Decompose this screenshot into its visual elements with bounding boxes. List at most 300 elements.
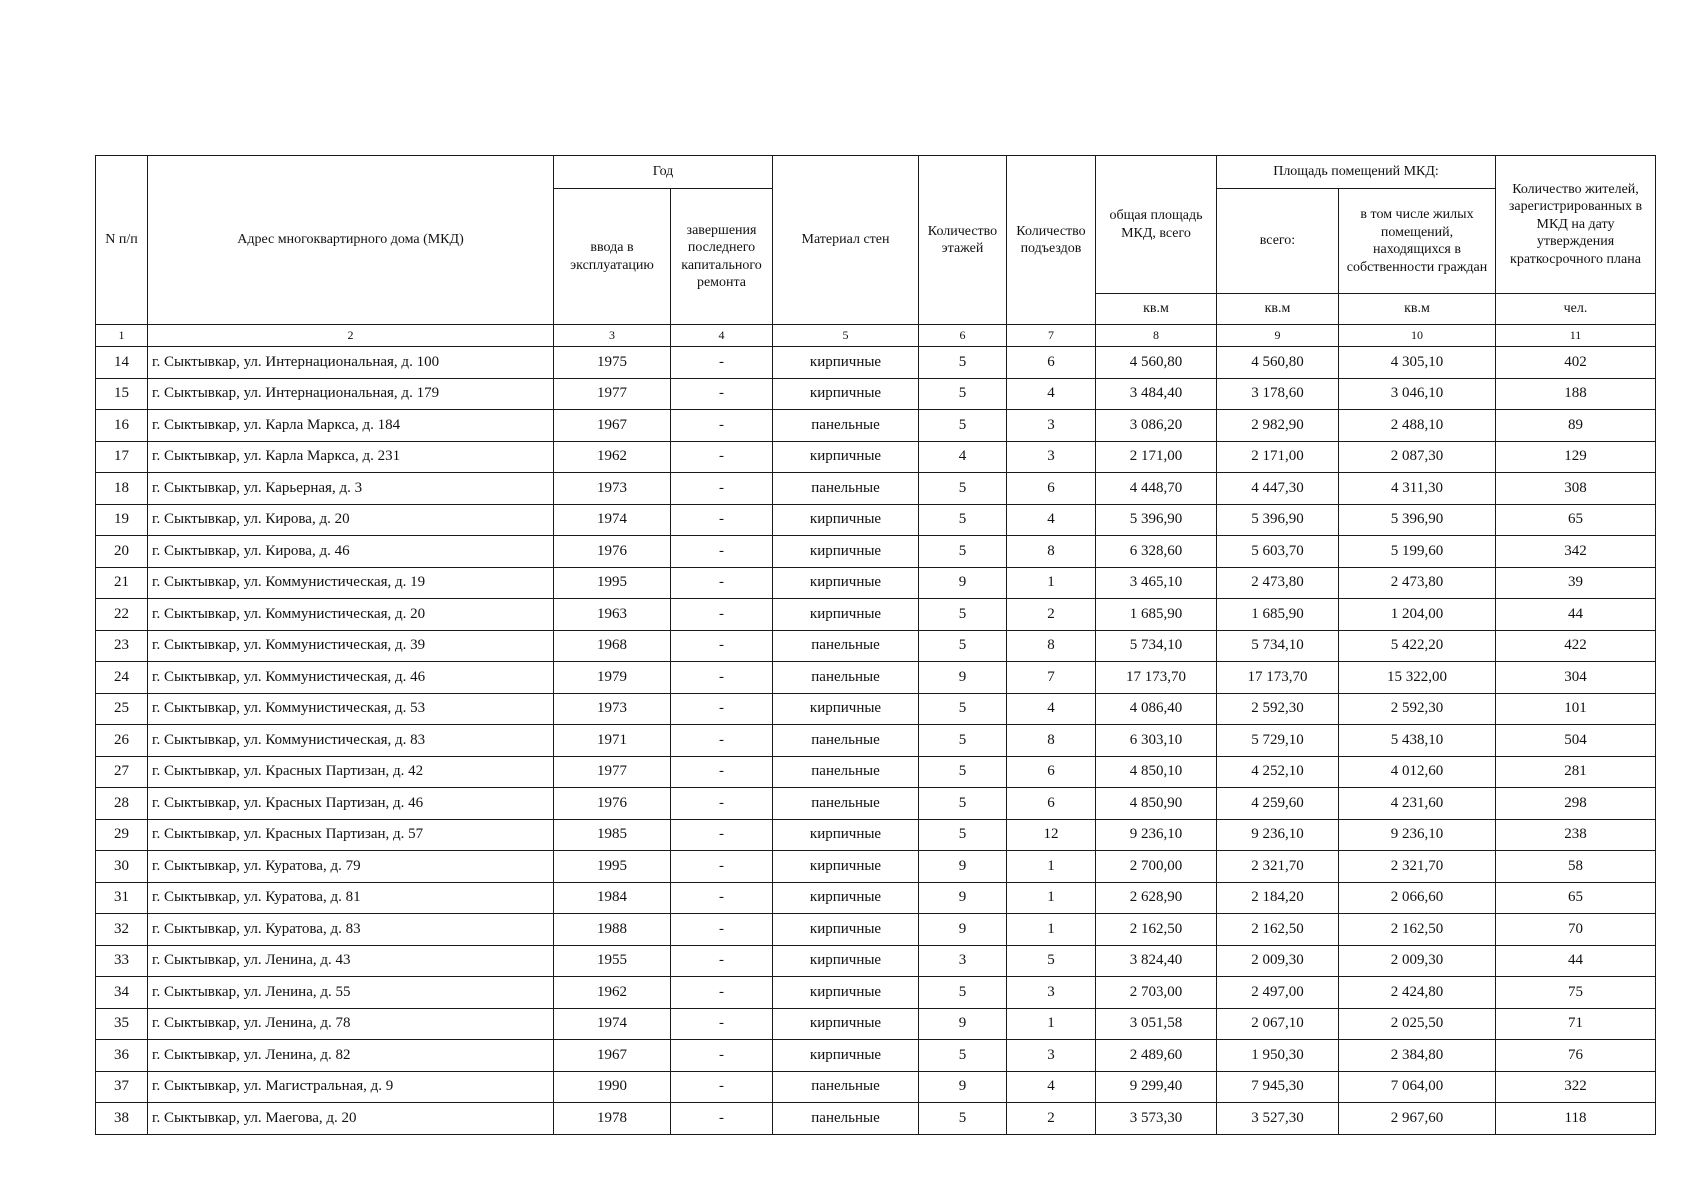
cell-entrances: 8 (1007, 630, 1096, 662)
cell-row-num: 23 (96, 630, 148, 662)
cell-area-citizens: 2 424,80 (1339, 977, 1496, 1009)
cell-entrances: 4 (1007, 693, 1096, 725)
cell-area-citizens: 2 473,80 (1339, 567, 1496, 599)
cell-area-citizens: 5 396,90 (1339, 504, 1496, 536)
cell-residents: 402 (1496, 347, 1656, 379)
cell-area-total: 4 447,30 (1217, 473, 1339, 505)
cell-area-citizens: 4 231,60 (1339, 788, 1496, 820)
column-number: 3 (554, 325, 671, 347)
header-num: N п/п (96, 156, 148, 325)
cell-year-last-repair: - (671, 599, 773, 631)
column-number: 2 (148, 325, 554, 347)
cell-total-area: 3 086,20 (1096, 410, 1217, 442)
cell-entrances: 5 (1007, 945, 1096, 977)
cell-year-commission: 1963 (554, 599, 671, 631)
cell-area-total: 3 527,30 (1217, 1103, 1339, 1135)
cell-row-num: 16 (96, 410, 148, 442)
cell-entrances: 3 (1007, 977, 1096, 1009)
cell-total-area: 9 236,10 (1096, 819, 1217, 851)
table-row (96, 882, 1656, 914)
cell-floors: 9 (919, 1071, 1007, 1103)
cell-area-total: 17 173,70 (1217, 662, 1339, 694)
cell-area-total: 5 734,10 (1217, 630, 1339, 662)
cell-area-citizens: 2 009,30 (1339, 945, 1496, 977)
cell-wall-material: кирпичные (773, 441, 919, 473)
cell-residents: 342 (1496, 536, 1656, 568)
cell-floors: 5 (919, 599, 1007, 631)
table-body (96, 347, 1656, 1135)
cell-entrances: 1 (1007, 914, 1096, 946)
cell-total-area: 2 700,00 (1096, 851, 1217, 883)
cell-residents: 238 (1496, 819, 1656, 851)
column-number: 8 (1096, 325, 1217, 347)
cell-year-commission: 1967 (554, 1040, 671, 1072)
cell-floors: 5 (919, 1040, 1007, 1072)
cell-address: г. Сыктывкар, ул. Коммунистическая, д. 20 (148, 599, 554, 631)
cell-area-total: 2 067,10 (1217, 1008, 1339, 1040)
header-total-area: общая площадь МКД, всего (1096, 156, 1217, 294)
cell-year-commission: 1988 (554, 914, 671, 946)
cell-area-citizens: 1 204,00 (1339, 599, 1496, 631)
header-floors: Количество этажей (919, 156, 1007, 325)
cell-year-last-repair: - (671, 347, 773, 379)
cell-year-commission: 1973 (554, 693, 671, 725)
cell-residents: 101 (1496, 693, 1656, 725)
cell-residents: 44 (1496, 599, 1656, 631)
cell-wall-material: кирпичные (773, 378, 919, 410)
cell-area-total: 2 009,30 (1217, 945, 1339, 977)
cell-address: г. Сыктывкар, ул. Карьерная, д. 3 (148, 473, 554, 505)
table-row (96, 725, 1656, 757)
cell-wall-material: кирпичные (773, 567, 919, 599)
table-header (96, 156, 1656, 347)
cell-entrances: 6 (1007, 788, 1096, 820)
cell-wall-material: панельные (773, 788, 919, 820)
cell-residents: 70 (1496, 914, 1656, 946)
cell-total-area: 3 051,58 (1096, 1008, 1217, 1040)
cell-year-commission: 1995 (554, 567, 671, 599)
cell-year-last-repair: - (671, 788, 773, 820)
cell-area-total: 3 178,60 (1217, 378, 1339, 410)
cell-wall-material: кирпичные (773, 882, 919, 914)
cell-row-num: 27 (96, 756, 148, 788)
cell-wall-material: панельные (773, 1071, 919, 1103)
cell-total-area: 3 824,40 (1096, 945, 1217, 977)
cell-wall-material: кирпичные (773, 536, 919, 568)
cell-total-area: 9 299,40 (1096, 1071, 1217, 1103)
cell-year-last-repair: - (671, 441, 773, 473)
header-year-commission: ввода в эксплуатацию (554, 189, 671, 325)
cell-entrances: 8 (1007, 536, 1096, 568)
cell-year-commission: 1962 (554, 977, 671, 1009)
cell-year-commission: 1974 (554, 504, 671, 536)
table-row (96, 536, 1656, 568)
cell-area-citizens: 2 967,60 (1339, 1103, 1496, 1135)
cell-year-last-repair: - (671, 977, 773, 1009)
table-row (96, 788, 1656, 820)
cell-row-num: 28 (96, 788, 148, 820)
cell-total-area: 17 173,70 (1096, 662, 1217, 694)
cell-area-total: 2 473,80 (1217, 567, 1339, 599)
cell-year-last-repair: - (671, 536, 773, 568)
table-row (96, 851, 1656, 883)
cell-floors: 5 (919, 536, 1007, 568)
cell-area-citizens: 15 322,00 (1339, 662, 1496, 694)
cell-area-total: 2 592,30 (1217, 693, 1339, 725)
cell-residents: 65 (1496, 504, 1656, 536)
table-row (96, 504, 1656, 536)
cell-residents: 89 (1496, 410, 1656, 442)
table-row (96, 599, 1656, 631)
cell-row-num: 26 (96, 725, 148, 757)
header-year-last-repair: завершения последнего капитального ремонта (671, 189, 773, 325)
cell-area-total: 5 603,70 (1217, 536, 1339, 568)
cell-year-last-repair: - (671, 756, 773, 788)
housing-table (95, 155, 1656, 1135)
cell-entrances: 1 (1007, 1008, 1096, 1040)
cell-area-citizens: 2 592,30 (1339, 693, 1496, 725)
cell-area-citizens: 2 087,30 (1339, 441, 1496, 473)
cell-entrances: 6 (1007, 347, 1096, 379)
cell-wall-material: кирпичные (773, 1008, 919, 1040)
column-number-row (96, 325, 1656, 347)
cell-wall-material: кирпичные (773, 1040, 919, 1072)
cell-area-citizens: 4 012,60 (1339, 756, 1496, 788)
cell-area-citizens: 9 236,10 (1339, 819, 1496, 851)
header-entrances: Количество подъездов (1007, 156, 1096, 325)
cell-address: г. Сыктывкар, ул. Коммунистическая, д. 83 (148, 725, 554, 757)
cell-entrances: 1 (1007, 567, 1096, 599)
cell-area-citizens: 2 488,10 (1339, 410, 1496, 442)
cell-year-last-repair: - (671, 882, 773, 914)
header-area-total: всего: (1217, 189, 1339, 294)
cell-address: г. Сыктывкар, ул. Ленина, д. 82 (148, 1040, 554, 1072)
cell-residents: 308 (1496, 473, 1656, 505)
cell-address: г. Сыктывкар, ул. Магистральная, д. 9 (148, 1071, 554, 1103)
unit-area-citizens: кв.м (1339, 294, 1496, 325)
cell-residents: 281 (1496, 756, 1656, 788)
cell-year-last-repair: - (671, 1040, 773, 1072)
cell-floors: 5 (919, 819, 1007, 851)
cell-wall-material: кирпичные (773, 347, 919, 379)
cell-total-area: 4 560,80 (1096, 347, 1217, 379)
cell-residents: 39 (1496, 567, 1656, 599)
column-number: 7 (1007, 325, 1096, 347)
cell-year-commission: 1975 (554, 347, 671, 379)
cell-area-total: 5 396,90 (1217, 504, 1339, 536)
cell-residents: 129 (1496, 441, 1656, 473)
cell-entrances: 12 (1007, 819, 1096, 851)
cell-address: г. Сыктывкар, ул. Красных Партизан, д. 46 (148, 788, 554, 820)
cell-address: г. Сыктывкар, ул. Красных Партизан, д. 42 (148, 756, 554, 788)
cell-year-last-repair: - (671, 819, 773, 851)
cell-area-total: 1 950,30 (1217, 1040, 1339, 1072)
column-number: 9 (1217, 325, 1339, 347)
cell-address: г. Сыктывкар, ул. Ленина, д. 43 (148, 945, 554, 977)
cell-row-num: 30 (96, 851, 148, 883)
cell-row-num: 37 (96, 1071, 148, 1103)
cell-residents: 44 (1496, 945, 1656, 977)
cell-residents: 322 (1496, 1071, 1656, 1103)
table-row (96, 1040, 1656, 1072)
cell-year-last-repair: - (671, 1008, 773, 1040)
cell-floors: 5 (919, 756, 1007, 788)
cell-year-last-repair: - (671, 630, 773, 662)
cell-row-num: 18 (96, 473, 148, 505)
cell-entrances: 2 (1007, 599, 1096, 631)
cell-address: г. Сыктывкар, ул. Интернациональная, д. 100 (148, 347, 554, 379)
cell-floors: 5 (919, 473, 1007, 505)
table-row (96, 756, 1656, 788)
cell-address: г. Сыктывкар, ул. Интернациональная, д. 179 (148, 378, 554, 410)
cell-total-area: 4 448,70 (1096, 473, 1217, 505)
cell-wall-material: кирпичные (773, 914, 919, 946)
cell-address: г. Сыктывкар, ул. Карла Маркса, д. 231 (148, 441, 554, 473)
cell-total-area: 4 850,90 (1096, 788, 1217, 820)
cell-address: г. Сыктывкар, ул. Куратова, д. 81 (148, 882, 554, 914)
header-area-group: Площадь помещений МКД: (1217, 156, 1496, 189)
cell-address: г. Сыктывкар, ул. Коммунистическая, д. 39 (148, 630, 554, 662)
table-row (96, 977, 1656, 1009)
cell-row-num: 17 (96, 441, 148, 473)
cell-entrances: 7 (1007, 662, 1096, 694)
cell-entrances: 3 (1007, 410, 1096, 442)
cell-area-citizens: 4 305,10 (1339, 347, 1496, 379)
cell-year-commission: 1985 (554, 819, 671, 851)
cell-year-commission: 1977 (554, 378, 671, 410)
cell-floors: 5 (919, 977, 1007, 1009)
cell-total-area: 5 734,10 (1096, 630, 1217, 662)
cell-area-citizens: 4 311,30 (1339, 473, 1496, 505)
cell-total-area: 3 465,10 (1096, 567, 1217, 599)
cell-residents: 298 (1496, 788, 1656, 820)
cell-row-num: 31 (96, 882, 148, 914)
cell-year-last-repair: - (671, 851, 773, 883)
cell-wall-material: панельные (773, 630, 919, 662)
cell-area-total: 9 236,10 (1217, 819, 1339, 851)
cell-area-total: 2 162,50 (1217, 914, 1339, 946)
cell-total-area: 4 850,10 (1096, 756, 1217, 788)
cell-floors: 5 (919, 788, 1007, 820)
cell-address: г. Сыктывкар, ул. Карла Маркса, д. 184 (148, 410, 554, 442)
cell-entrances: 3 (1007, 441, 1096, 473)
cell-wall-material: панельные (773, 410, 919, 442)
cell-wall-material: кирпичные (773, 945, 919, 977)
header-residents: Количество жителей, зарегистрированных в МКД на дату утверждения краткосрочного плана (1496, 156, 1656, 294)
cell-residents: 76 (1496, 1040, 1656, 1072)
table-row (96, 914, 1656, 946)
cell-area-total: 7 945,30 (1217, 1071, 1339, 1103)
cell-address: г. Сыктывкар, ул. Куратова, д. 83 (148, 914, 554, 946)
column-number: 11 (1496, 325, 1656, 347)
cell-year-commission: 1976 (554, 788, 671, 820)
cell-year-last-repair: - (671, 945, 773, 977)
cell-row-num: 14 (96, 347, 148, 379)
cell-area-total: 2 321,70 (1217, 851, 1339, 883)
cell-year-last-repair: - (671, 504, 773, 536)
cell-floors: 9 (919, 662, 1007, 694)
table-row (96, 410, 1656, 442)
cell-year-commission: 1971 (554, 725, 671, 757)
cell-total-area: 2 489,60 (1096, 1040, 1217, 1072)
table-row (96, 1103, 1656, 1135)
cell-floors: 5 (919, 693, 1007, 725)
cell-floors: 5 (919, 410, 1007, 442)
cell-entrances: 4 (1007, 504, 1096, 536)
cell-entrances: 3 (1007, 1040, 1096, 1072)
cell-floors: 5 (919, 1103, 1007, 1135)
cell-year-commission: 1967 (554, 410, 671, 442)
cell-entrances: 4 (1007, 1071, 1096, 1103)
cell-year-last-repair: - (671, 378, 773, 410)
cell-row-num: 21 (96, 567, 148, 599)
column-number: 10 (1339, 325, 1496, 347)
cell-address: г. Сыктывкар, ул. Кирова, д. 46 (148, 536, 554, 568)
cell-area-citizens: 2 321,70 (1339, 851, 1496, 883)
cell-wall-material: кирпичные (773, 599, 919, 631)
table-row (96, 1008, 1656, 1040)
cell-address: г. Сыктывкар, ул. Коммунистическая, д. 19 (148, 567, 554, 599)
cell-area-total: 5 729,10 (1217, 725, 1339, 757)
cell-row-num: 19 (96, 504, 148, 536)
cell-address: г. Сыктывкар, ул. Коммунистическая, д. 53 (148, 693, 554, 725)
cell-total-area: 5 396,90 (1096, 504, 1217, 536)
cell-floors: 9 (919, 914, 1007, 946)
cell-total-area: 1 685,90 (1096, 599, 1217, 631)
cell-year-last-repair: - (671, 410, 773, 442)
cell-floors: 9 (919, 851, 1007, 883)
cell-row-num: 33 (96, 945, 148, 977)
cell-row-num: 34 (96, 977, 148, 1009)
cell-total-area: 2 171,00 (1096, 441, 1217, 473)
table-row (96, 630, 1656, 662)
column-number: 4 (671, 325, 773, 347)
cell-address: г. Сыктывкар, ул. Ленина, д. 78 (148, 1008, 554, 1040)
cell-address: г. Сыктывкар, ул. Ленина, д. 55 (148, 977, 554, 1009)
cell-year-commission: 1977 (554, 756, 671, 788)
table-row (96, 473, 1656, 505)
cell-year-last-repair: - (671, 914, 773, 946)
cell-year-last-repair: - (671, 1071, 773, 1103)
cell-residents: 75 (1496, 977, 1656, 1009)
cell-row-num: 38 (96, 1103, 148, 1135)
cell-total-area: 2 628,90 (1096, 882, 1217, 914)
table-row (96, 819, 1656, 851)
cell-year-commission: 1955 (554, 945, 671, 977)
cell-floors: 9 (919, 882, 1007, 914)
cell-wall-material: панельные (773, 725, 919, 757)
column-number: 1 (96, 325, 148, 347)
cell-total-area: 2 703,00 (1096, 977, 1217, 1009)
column-number: 5 (773, 325, 919, 347)
cell-floors: 4 (919, 441, 1007, 473)
cell-year-commission: 1973 (554, 473, 671, 505)
cell-wall-material: панельные (773, 756, 919, 788)
column-number: 6 (919, 325, 1007, 347)
cell-wall-material: кирпичные (773, 851, 919, 883)
cell-year-commission: 1995 (554, 851, 671, 883)
cell-year-commission: 1976 (554, 536, 671, 568)
cell-total-area: 3 484,40 (1096, 378, 1217, 410)
cell-residents: 118 (1496, 1103, 1656, 1135)
cell-address: г. Сыктывкар, ул. Красных Партизан, д. 57 (148, 819, 554, 851)
cell-entrances: 6 (1007, 756, 1096, 788)
cell-area-citizens: 5 438,10 (1339, 725, 1496, 757)
cell-area-total: 2 184,20 (1217, 882, 1339, 914)
cell-year-last-repair: - (671, 1103, 773, 1135)
header-year-group: Год (554, 156, 773, 189)
cell-area-total: 1 685,90 (1217, 599, 1339, 631)
cell-wall-material: панельные (773, 662, 919, 694)
cell-area-total: 2 982,90 (1217, 410, 1339, 442)
cell-floors: 5 (919, 378, 1007, 410)
cell-wall-material: кирпичные (773, 504, 919, 536)
cell-entrances: 2 (1007, 1103, 1096, 1135)
cell-year-last-repair: - (671, 567, 773, 599)
cell-row-num: 25 (96, 693, 148, 725)
cell-address: г. Сыктывкар, ул. Кирова, д. 20 (148, 504, 554, 536)
cell-floors: 5 (919, 347, 1007, 379)
unit-residents: чел. (1496, 294, 1656, 325)
cell-area-citizens: 5 199,60 (1339, 536, 1496, 568)
cell-total-area: 4 086,40 (1096, 693, 1217, 725)
cell-address: г. Сыктывкар, ул. Маегова, д. 20 (148, 1103, 554, 1135)
table-row (96, 378, 1656, 410)
cell-residents: 58 (1496, 851, 1656, 883)
cell-floors: 5 (919, 725, 1007, 757)
cell-year-commission: 1990 (554, 1071, 671, 1103)
cell-area-citizens: 3 046,10 (1339, 378, 1496, 410)
cell-year-commission: 1974 (554, 1008, 671, 1040)
cell-address: г. Сыктывкар, ул. Коммунистическая, д. 46 (148, 662, 554, 694)
cell-area-citizens: 2 162,50 (1339, 914, 1496, 946)
header-area-citizens: в том числе жилых помещений, находящихся в собственности граждан (1339, 189, 1496, 294)
cell-year-commission: 1962 (554, 441, 671, 473)
cell-area-total: 2 497,00 (1217, 977, 1339, 1009)
cell-total-area: 6 328,60 (1096, 536, 1217, 568)
cell-area-total: 4 560,80 (1217, 347, 1339, 379)
cell-entrances: 1 (1007, 882, 1096, 914)
cell-row-num: 32 (96, 914, 148, 946)
cell-area-total: 4 259,60 (1217, 788, 1339, 820)
cell-total-area: 6 303,10 (1096, 725, 1217, 757)
cell-wall-material: кирпичные (773, 977, 919, 1009)
table-row (96, 567, 1656, 599)
header-wall-material: Материал стен (773, 156, 919, 325)
cell-year-commission: 1968 (554, 630, 671, 662)
cell-residents: 504 (1496, 725, 1656, 757)
cell-entrances: 1 (1007, 851, 1096, 883)
cell-total-area: 2 162,50 (1096, 914, 1217, 946)
cell-area-total: 4 252,10 (1217, 756, 1339, 788)
cell-year-last-repair: - (671, 693, 773, 725)
table-row (96, 441, 1656, 473)
cell-row-num: 35 (96, 1008, 148, 1040)
cell-total-area: 3 573,30 (1096, 1103, 1217, 1135)
cell-floors: 3 (919, 945, 1007, 977)
cell-area-citizens: 2 066,60 (1339, 882, 1496, 914)
cell-floors: 9 (919, 567, 1007, 599)
cell-area-citizens: 5 422,20 (1339, 630, 1496, 662)
cell-area-citizens: 7 064,00 (1339, 1071, 1496, 1103)
cell-residents: 422 (1496, 630, 1656, 662)
cell-row-num: 29 (96, 819, 148, 851)
cell-residents: 71 (1496, 1008, 1656, 1040)
cell-residents: 65 (1496, 882, 1656, 914)
cell-year-commission: 1984 (554, 882, 671, 914)
cell-area-total: 2 171,00 (1217, 441, 1339, 473)
cell-floors: 9 (919, 1008, 1007, 1040)
